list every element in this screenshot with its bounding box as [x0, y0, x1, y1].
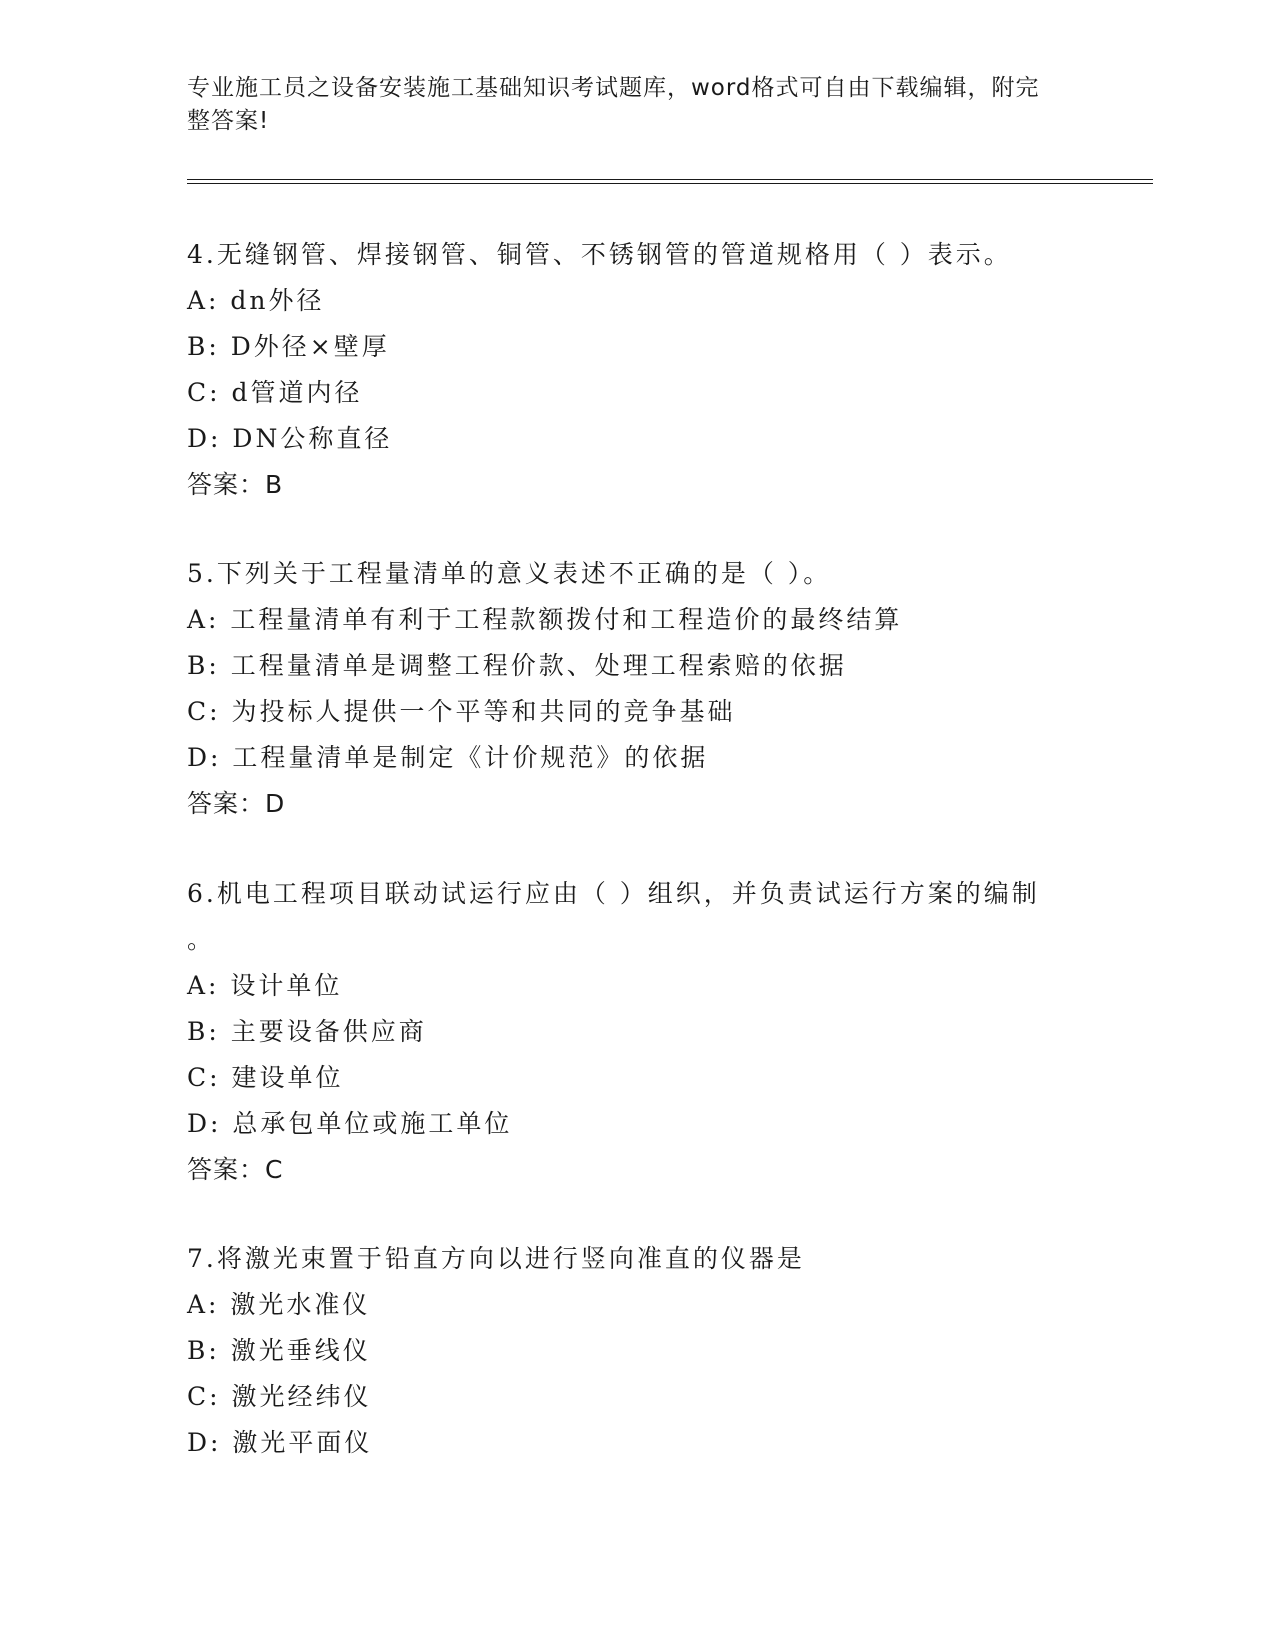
answer-label: 答案：C	[187, 1155, 284, 1184]
option-c: C: 建设单位	[187, 1063, 344, 1092]
option-c: C: 激光经纬仪	[187, 1382, 372, 1411]
option-a: A: 激光水准仪	[187, 1290, 371, 1319]
header-divider-bottom	[187, 183, 1153, 184]
option-d: D: 激光平面仪	[187, 1428, 373, 1457]
header-line-2: 整答案!	[187, 108, 270, 134]
option-c: C: d管道内径	[187, 378, 363, 407]
header-divider-top	[187, 179, 1153, 180]
question-stem: 5.下列关于工程量清单的意义表述不正确的是（ ）。	[187, 559, 832, 588]
option-a: A: 工程量清单有利于工程款额拨付和工程造价的最终结算	[187, 605, 903, 634]
option-b: B: 工程量清单是调整工程价款、处理工程索赔的依据	[187, 651, 847, 680]
question-7	[187, 1236, 1153, 1466]
option-a: A: 设计单位	[187, 971, 343, 1000]
option-d: D: DN公称直径	[187, 424, 393, 453]
option-b: B: 主要设备供应商	[187, 1017, 427, 1046]
document-header	[187, 72, 1067, 138]
question-stem: 4.无缝钢管、焊接钢管、铜管、不锈钢管的管道规格用（ ）表示。	[187, 240, 1012, 269]
option-a: A: dn外径	[187, 286, 325, 315]
question-4	[187, 232, 1153, 508]
header-line-1: 专业施工员之设备安装施工基础知识考试题库，word格式可自由下载编辑，附完	[187, 75, 1040, 101]
option-d: D: 总承包单位或施工单位	[187, 1109, 513, 1138]
question-stem-line-2: 。	[187, 925, 216, 954]
answer-label: 答案：B	[187, 470, 284, 499]
option-d: D: 工程量清单是制定《计价规范》的依据	[187, 743, 709, 772]
question-stem-line-1: 6.机电工程项目联动试运行应由（ ）组织，并负责试运行方案的编制	[187, 879, 1040, 908]
question-5	[187, 551, 1153, 827]
document-page	[187, 0, 1153, 1650]
question-stem: 7.将激光束置于铅直方向以进行竖向准直的仪器是	[187, 1244, 805, 1273]
question-6	[187, 871, 1153, 1193]
option-c: C: 为投标人提供一个平等和共同的竞争基础	[187, 697, 736, 726]
option-b: B: 激光垂线仪	[187, 1336, 371, 1365]
answer-label: 答案：D	[187, 789, 286, 818]
option-b: B: D外径×壁厚	[187, 332, 390, 361]
